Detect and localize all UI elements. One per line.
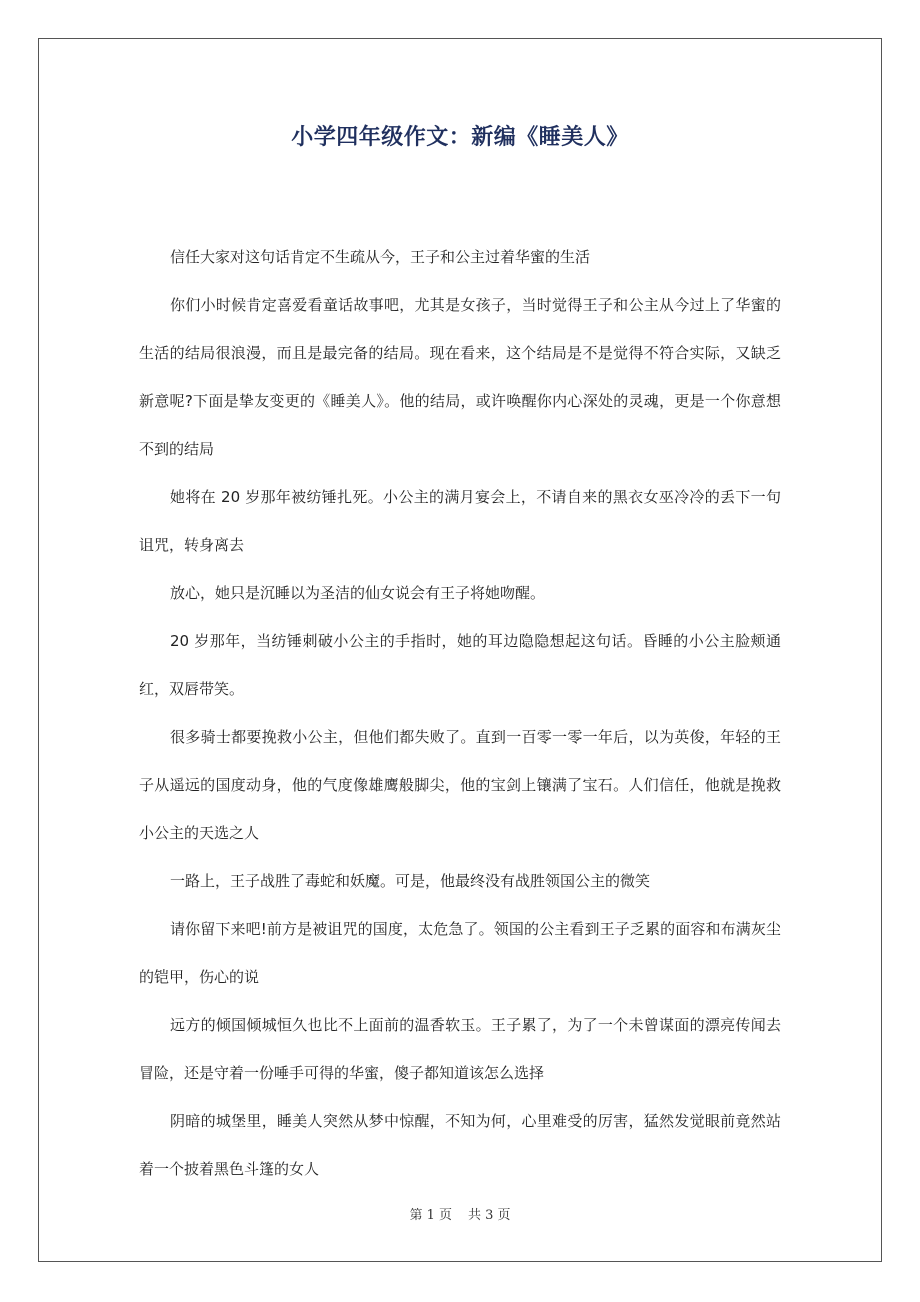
paragraph: 阴暗的城堡里，睡美人突然从梦中惊醒，不知为何，心里难受的厉害，猛然发觉眼前竟然站着一个披着黑色斗篷的女人 — [139, 1112, 781, 1178]
paragraph: 很多骑士都要挽救小公主，但他们都失败了。直到一百零一零一年后，以为英俊，年轻的王子从遥远的国度动身，他的气度像雄鹰般脚尖，他的宝剑上镶满了宝石。人们信任，他就是挽救小公主的天选之人 — [139, 728, 781, 842]
page-footer — [38, 1206, 882, 1226]
paragraph: 信任大家对这句话肯定不生疏从今，王子和公主过着华蜜的生活 — [170, 248, 591, 266]
paragraph: 远方的倾国倾城恒久也比不上面前的温香软玉。王子累了，为了一个未曾谋面的漂亮传闻去冒险，还是守着一份唾手可得的华蜜，傻子都知道该怎么选择 — [139, 1016, 781, 1082]
document-body — [139, 233, 781, 1193]
page-total: 共 3 页 — [468, 1208, 511, 1223]
paragraph: 请你留下来吧!前方是被诅咒的国度，太危急了。领国的公主看到王子乏累的面容和布满灰尘的铠甲，伤心的说 — [139, 920, 781, 986]
paragraph: 20 岁那年，当纺锤刺破小公主的手指时，她的耳边隐隐想起这句话。昏睡的小公主脸颊通红，双唇带笑。 — [139, 632, 781, 698]
paragraph: 她将在 20 岁那年被纺锤扎死。小公主的满月宴会上，不请自来的黑衣女巫冷冷的丢下一句诅咒，转身离去 — [139, 488, 781, 554]
paragraph: 一路上，王子战胜了毒蛇和妖魔。可是，他最终没有战胜领国公主的微笑 — [170, 872, 651, 890]
paragraph: 放心，她只是沉睡以为圣洁的仙女说会有王子将她吻醒。 — [170, 584, 546, 602]
document-title: 小学四年级作文：新编《睡美人》 — [291, 125, 629, 150]
paragraph: 你们小时候肯定喜爱看童话故事吧，尤其是女孩子，当时觉得王子和公主从今过上了华蜜的生活的结局很浪漫，而且是最完备的结局。现在看来，这个结局是不是觉得不符合实际，又缺乏新意呢?下面是挚友变更的《睡美人》。他的结局，或许唤醒你内心深处的灵魂，更是一个你意想不到的结局 — [139, 296, 781, 458]
page-number: 第 1 页 — [409, 1208, 452, 1223]
